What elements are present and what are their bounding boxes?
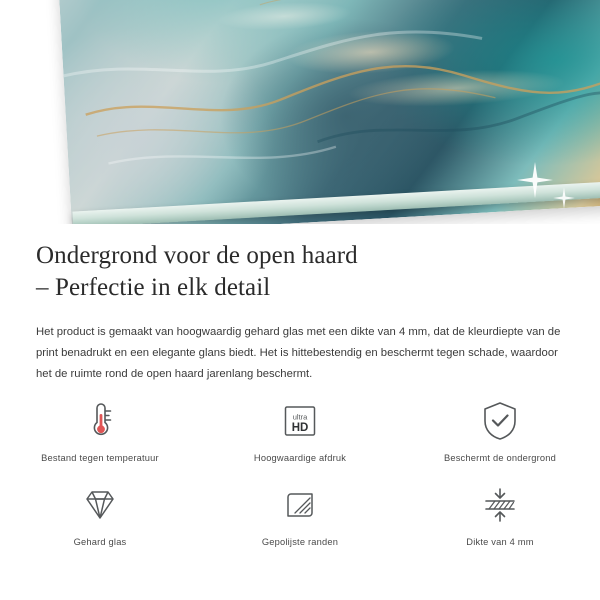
page-title: [0, 224, 600, 304]
feature-item: [0, 392, 200, 464]
diamond-icon: [77, 482, 123, 528]
svg-text:ultra: ultra: [292, 412, 308, 422]
feature-item: [400, 392, 600, 464]
description-paragraph: Het product is gemaakt van hoogwaardig gehard glas met een dikte van 4 mm, dat de kleurdiepte van de print benadrukt en een elegante glans biedt. Het is hittebestendig en beschermt tegen schade, waardoor het de ruimte rond de open haard jarenlang beschermt.: [36, 326, 561, 380]
shield-check-icon: [477, 398, 523, 444]
polished-edges-icon: [277, 482, 323, 528]
feature-label: Bestand tegen temperatuur: [41, 453, 159, 463]
headline-line-2: – Perfectie in elk detail: [36, 274, 271, 301]
hero-image: [0, 0, 600, 224]
feature-label: Gepolijste randen: [261, 537, 339, 548]
ultra-hd-icon: [277, 398, 323, 444]
feature-label: Beschermt de ondergrond: [443, 453, 557, 463]
headline-line-1: Ondergrond voor de open haard: [36, 242, 358, 269]
thickness-4mm-icon: [477, 482, 523, 528]
feature-item: [400, 476, 600, 548]
feature-label: Gehard glas: [73, 537, 127, 548]
text-content: [0, 224, 600, 385]
thermometer-icon: [77, 398, 123, 444]
feature-item: [200, 476, 400, 548]
feature-item: [0, 476, 200, 548]
hero-image-inner: [0, 0, 600, 224]
feature-grid: [0, 392, 600, 548]
feature-label: Dikte van 4 mm: [466, 537, 534, 548]
feature-item: [200, 392, 400, 464]
feature-label: Hoogwaardige afdruk: [253, 453, 347, 463]
svg-text:HD: HD: [291, 422, 309, 434]
